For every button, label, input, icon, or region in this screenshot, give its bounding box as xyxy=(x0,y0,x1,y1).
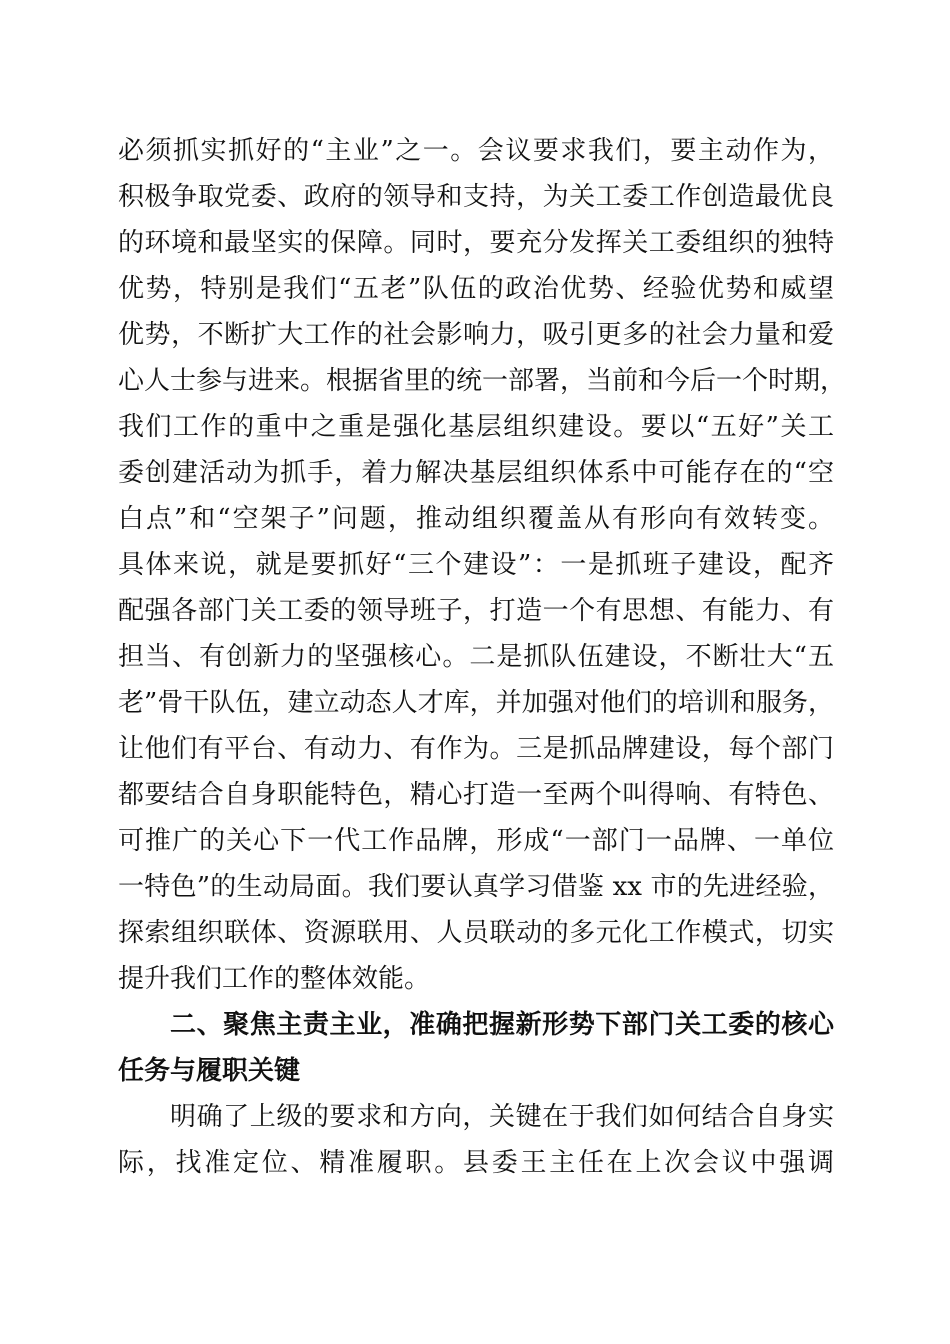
paragraph-line: 探索组织联体、资源联用、人员联动的多元化工作模式，切实 xyxy=(118,918,834,948)
paragraph-line: 具体来说，就是要抓好“三个建设”：一是抓班子建设，配齐 xyxy=(118,550,834,580)
paragraph-line: 积极争取党委、政府的领导和支持，为关工委工作创造最优良 xyxy=(118,182,834,212)
heading-line: 二、聚焦主责主业，准确把握新形势下部门关工委的核心 xyxy=(170,1010,834,1040)
paragraph-line: 我们工作的重中之重是强化基层组织建设。要以“五好”关工 xyxy=(118,412,834,442)
paragraph-line: 让他们有平台、有动力、有作为。三是抓品牌建设，每个部门 xyxy=(118,734,834,764)
heading-line: 任务与履职关键 xyxy=(118,1056,301,1086)
paragraph-line: 心人士参与进来。根据省里的统一部署，当前和今后一个时期， xyxy=(118,366,847,396)
paragraph-line: 配强各部门关工委的领导班子，打造一个有思想、有能力、有 xyxy=(118,596,834,626)
paragraph-line: 白点”和“空架子”问题，推动组织覆盖从有形向有效转变。 xyxy=(118,504,834,534)
paragraph-line: 老”骨干队伍，建立动态人才库，并加强对他们的培训和服务， xyxy=(118,688,834,718)
section-heading-2 xyxy=(118,1002,834,1094)
paragraph-line: 一特色”的生动局面。我们要认真学习借鉴 xx 市的先进经验， xyxy=(118,872,834,902)
paragraph-core-tasks xyxy=(118,1094,834,1186)
paragraph-line: 际，找准定位、精准履职。县委王主任在上次会议中强调 xyxy=(118,1148,834,1178)
paragraph-line: 担当、有创新力的坚强核心。二是抓队伍建设，不断壮大“五 xyxy=(118,642,834,672)
paragraph-line: 优势，不断扩大工作的社会影响力，吸引更多的社会力量和爱 xyxy=(118,320,834,350)
document-body xyxy=(118,128,847,1186)
paragraph-line: 委创建活动为抓手，着力解决基层组织体系中可能存在的“空 xyxy=(118,458,834,488)
paragraph-line: 明确了上级的要求和方向，关键在于我们如何结合自身实 xyxy=(170,1102,834,1132)
paragraph-line: 必须抓实抓好的“主业”之一。会议要求我们，要主动作为， xyxy=(118,136,834,166)
paragraph-line: 提升我们工作的整体效能。 xyxy=(118,964,431,994)
paragraph-line: 都要结合自身职能特色，精心打造一至两个叫得响、有特色、 xyxy=(118,780,834,810)
paragraph-line: 优势，特别是我们“五老”队伍的政治优势、经验优势和威望 xyxy=(118,274,834,304)
paragraph-line: 可推广的关心下一代工作品牌，形成“一部门一品牌、一单位 xyxy=(118,826,834,856)
paragraph-basic-organization xyxy=(118,128,847,1002)
paragraph-line: 的环境和最坚实的保障。同时，要充分发挥关工委组织的独特 xyxy=(118,228,834,258)
